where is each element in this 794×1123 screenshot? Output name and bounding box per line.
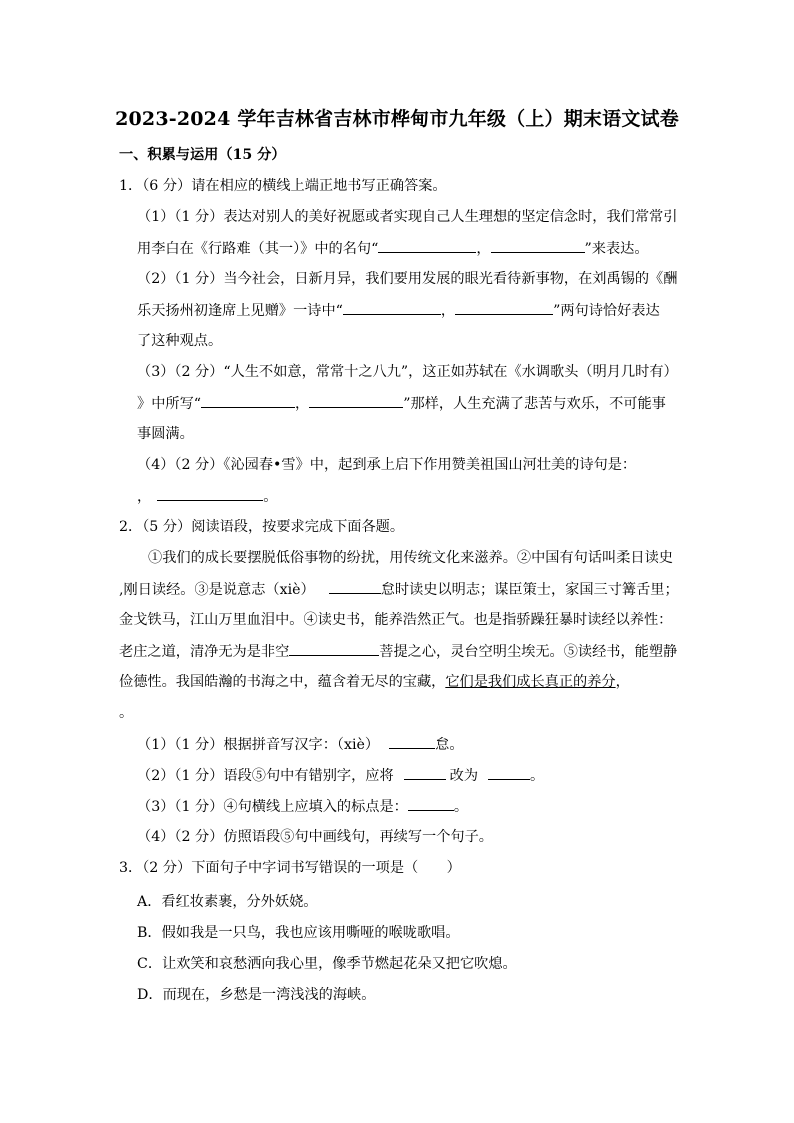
answer-blank[interactable] — [408, 796, 454, 811]
q1-sub1-line1: （1）（1 分）表达对别人的美好祝愿或者实现自己人生理想的坚定信念时，我们常常引 — [137, 209, 678, 225]
question-1-stem: 1．（6 分）请在相应的横线上端正地书写正确答案。 — [119, 178, 447, 194]
answer-blank[interactable] — [488, 765, 530, 780]
q1-sub4-line2: ， 。 — [137, 486, 277, 507]
answer-blank[interactable] — [309, 393, 403, 408]
option-b[interactable]: B．假如我是一只鸟，我也应该用嘶哑的喉咙歌唱。 — [137, 925, 460, 941]
option-a[interactable]: A．看红妆素裹，分外妖娆。 — [137, 894, 318, 910]
q2-sub1: （1）（1 分）根据拼音写汉字：（xiè） 怠。 — [137, 734, 464, 755]
answer-blank[interactable] — [404, 765, 446, 780]
section-heading: 一、积累与运用（15 分） — [119, 147, 286, 163]
answer-blank[interactable] — [389, 734, 435, 749]
q2-sub2: （2）（1 分）语段⑤句中有错别字，应将 改为 。 — [137, 765, 544, 786]
answer-blank[interactable] — [455, 300, 553, 315]
q1-sub3-line3: 事圆满。 — [137, 426, 194, 442]
answer-blank[interactable] — [157, 486, 263, 501]
option-c[interactable]: C．让欢笑和哀愁洒向我心里，像季节燃起花朵又把它吹熄。 — [137, 956, 517, 972]
passage-line-5: 俭德性。我国皓瀚的书海之中，蕴含着无尽的宝藏，它们是我们成长真正的养分， — [119, 674, 630, 690]
option-d[interactable]: D．而现在，乡愁是一湾浅浅的海峡。 — [137, 987, 376, 1003]
passage-line-4: 老庄之道，清净无为是非空 菩提之心，灵台空明尘埃无。⑤读经书，能塑静 — [119, 641, 677, 662]
answer-blank[interactable] — [343, 300, 441, 315]
passage-line-2: ,刚日读经。③是说意志（xiè） 怠时读史以明志；谋臣策士，家国三寸篝舌里； — [119, 579, 679, 600]
underlined-sentence: 它们是我们成长真正的养分 — [445, 674, 616, 690]
passage-line-6: 。 — [119, 705, 134, 721]
q2-sub3: （3）（1 分）④句横线上应填入的标点是： 。 — [137, 796, 468, 817]
q2-sub4: （4）（2 分）仿照语段⑤句中画线句，再续写一个句子。 — [137, 829, 493, 845]
q1-sub1-line2: 用李白在《行路难（其一）》中的名句“ ， ”来表达。 — [137, 238, 649, 259]
answer-blank[interactable] — [329, 579, 381, 594]
q1-sub3-line1: （3）（2 分）“人生不如意，常常十之八九”，这正如苏轼在《水调歌头（明月几时有） — [137, 364, 678, 380]
answer-blank[interactable] — [491, 238, 585, 253]
q1-sub3-line2: 》中所写“ ， ”那样，人生充满了悲苦与欢乐，不可能事 — [137, 393, 666, 414]
answer-blank[interactable] — [201, 393, 295, 408]
q1-sub2-line2: 乐天扬州初逢席上见赠》一诗中“ ， ”两句诗恰好表达 — [137, 300, 660, 321]
q1-sub2-line1: （2）（1 分）当今社会，日新月异，我们要用发展的眼光看待新事物，在刘禹锡的《酬 — [137, 271, 678, 287]
q1-sub2-line3: 了这种观点。 — [137, 333, 223, 349]
exam-title: 2023-2024 学年吉林省吉林市桦甸市九年级（上）期末语文试卷 — [115, 108, 679, 130]
passage-line-1: ①我们的成长要摆脱低俗事物的纷扰，用传统文化来滋养。②中国有句话叫柔日读史 — [148, 550, 673, 566]
answer-blank[interactable] — [378, 238, 476, 253]
q1-sub4-line1: （4）（2 分）《沁园春•雪》中，起到承上启下作用赞美祖国山河壮美的诗句是： — [137, 457, 637, 473]
passage-line-3: 金戈铁马，江山万里血泪中。④读史书，能养浩然正气。也是指骄躁狂暴时读经以养性： — [119, 612, 673, 628]
question-2-stem: 2．（5 分）阅读语段，按要求完成下面各题。 — [119, 519, 405, 535]
answer-blank[interactable] — [289, 641, 379, 656]
question-3-stem: 3．（2 分）下面句子中字词书写错误的一项是（ ） — [119, 860, 461, 876]
